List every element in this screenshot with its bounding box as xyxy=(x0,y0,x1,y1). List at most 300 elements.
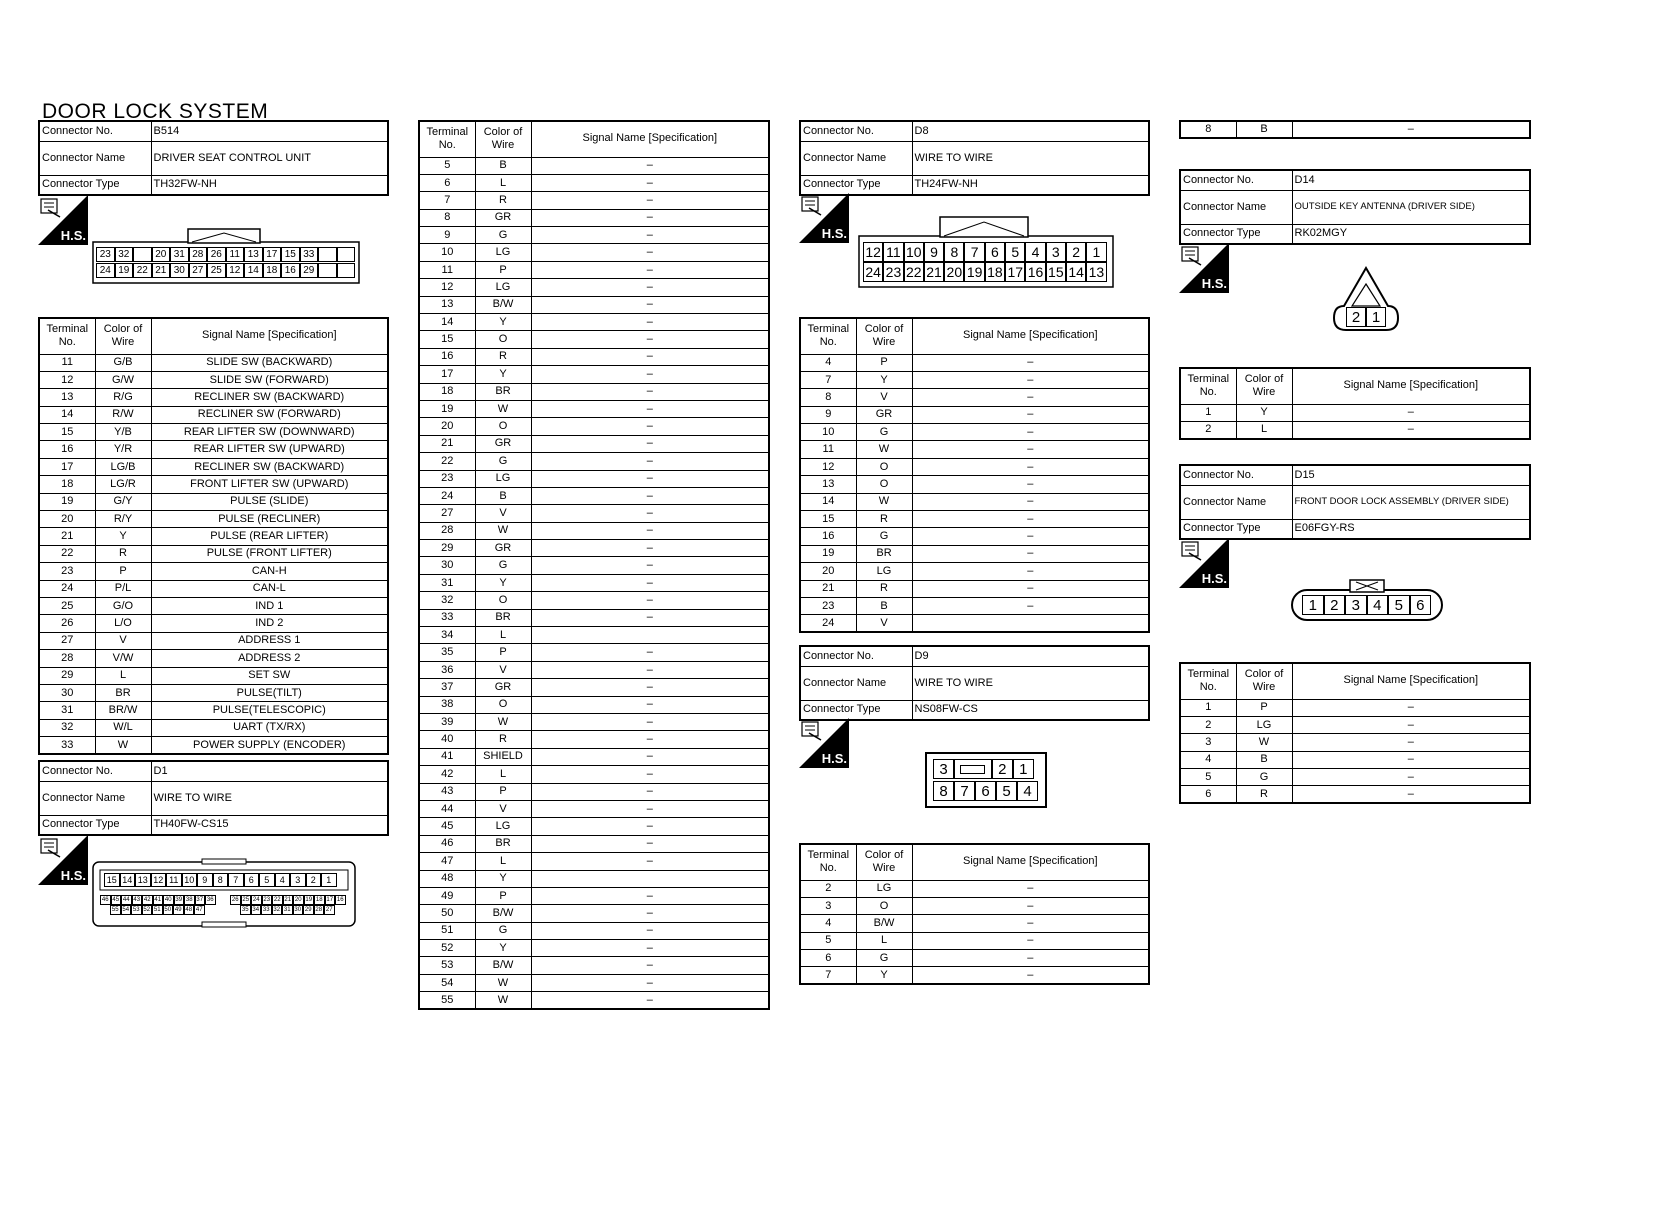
connector-pin: 44 xyxy=(122,897,130,903)
hs-icon xyxy=(1179,538,1229,588)
terminal-no-cell: 48 xyxy=(419,870,475,887)
pin-row-top xyxy=(933,759,1034,779)
terminal-no-cell: 15 xyxy=(39,424,95,441)
wire-color-cell: W xyxy=(475,992,531,1009)
connector-d9-terminal-table xyxy=(799,843,1150,985)
terminal-rows xyxy=(800,880,1149,984)
signal-name-cell: ADDRESS 1 xyxy=(151,632,388,649)
terminal-no-cell: 8 xyxy=(800,389,856,406)
table-row xyxy=(419,853,769,870)
signal-name-cell: – xyxy=(531,644,769,661)
connector-type-value: TH32FW-NH xyxy=(151,175,388,195)
wire-color-cell: G xyxy=(856,424,912,441)
wire-color-cell: L xyxy=(475,853,531,870)
wire-color-cell: LG xyxy=(1236,716,1292,733)
wire-color-cell: W xyxy=(475,714,531,731)
hs-label: H.S. xyxy=(60,868,86,883)
connector-pin: 10 xyxy=(182,873,198,887)
terminal-rows xyxy=(1180,404,1530,439)
connector-pin: 24 xyxy=(863,262,883,282)
connector-pin: 14 xyxy=(1066,262,1086,282)
page-title: DOOR LOCK SYSTEM xyxy=(42,100,269,123)
signal-name-cell: – xyxy=(531,922,769,939)
signal-name-cell: – xyxy=(1292,121,1530,138)
terminal-no-cell: 20 xyxy=(419,418,475,435)
connector-d15-face xyxy=(1290,578,1444,622)
signal-name-cell: – xyxy=(912,880,1149,897)
signal-name-cell: – xyxy=(531,400,769,417)
signal-name-cell: – xyxy=(531,418,769,435)
signal-name-cell: – xyxy=(531,487,769,504)
signal-name-cell: – xyxy=(912,545,1149,562)
wire-color-cell: L xyxy=(475,174,531,191)
terminal-no-cell: 38 xyxy=(419,696,475,713)
signal-name-cell: – xyxy=(531,227,769,244)
terminal-no-cell: 13 xyxy=(800,476,856,493)
terminal-no-cell: 12 xyxy=(39,371,95,388)
table-row xyxy=(800,580,1149,597)
wire-color-cell: V xyxy=(856,389,912,406)
signal-name-cell: – xyxy=(531,940,769,957)
wire-color-cell: B xyxy=(856,597,912,614)
terminal-no-cell: 6 xyxy=(1180,786,1236,803)
signal-name-cell xyxy=(531,870,769,887)
wire-color-cell: W xyxy=(95,737,151,754)
signal-name-cell: PULSE (FRONT LIFTER) xyxy=(151,545,388,562)
connector-pin: 12 xyxy=(151,873,167,887)
table-row xyxy=(800,458,1149,475)
hs-label: H.S. xyxy=(821,751,847,766)
table-row xyxy=(800,476,1149,493)
connector-d15-terminal-table xyxy=(1179,662,1531,804)
terminal-no-cell: 44 xyxy=(419,800,475,817)
connector-pin: 19 xyxy=(115,263,134,278)
header-color-of-wire: Color of Wire xyxy=(95,318,151,354)
connector-pin: 33 xyxy=(262,907,270,913)
connector-pin: 11 xyxy=(166,873,182,887)
table-row xyxy=(419,400,769,417)
table-row xyxy=(800,389,1149,406)
connector-pin: 36 xyxy=(206,897,214,903)
table-row xyxy=(419,366,769,383)
signal-name-cell: – xyxy=(531,592,769,609)
connector-pin xyxy=(337,263,356,278)
connector-pin: 6 xyxy=(975,781,996,801)
table-row xyxy=(419,644,769,661)
table-row xyxy=(419,714,769,731)
connector-pin: 38 xyxy=(185,897,193,903)
wire-color-cell: L xyxy=(475,627,531,644)
signal-name-cell: – xyxy=(912,597,1149,614)
signal-name-cell: – xyxy=(531,661,769,678)
terminal-no-cell: 32 xyxy=(419,592,475,609)
signal-name-cell: – xyxy=(531,679,769,696)
pin-row-top xyxy=(96,247,355,262)
table-row xyxy=(1180,716,1530,733)
connector-pin: 12 xyxy=(863,242,883,262)
hs-label: H.S. xyxy=(1201,571,1227,586)
signal-name-cell: – xyxy=(531,957,769,974)
connector-pin: 9 xyxy=(197,873,213,887)
table-row xyxy=(419,383,769,400)
wire-color-cell: Y/B xyxy=(95,424,151,441)
connector-d1-info xyxy=(38,760,389,836)
table-row xyxy=(1180,699,1530,716)
wire-color-cell: BR xyxy=(475,609,531,626)
wire-color-cell: V/W xyxy=(95,650,151,667)
signal-name-cell: – xyxy=(912,371,1149,388)
table-row xyxy=(419,905,769,922)
connector-pin: 3 xyxy=(1046,242,1066,262)
signal-name-cell: – xyxy=(531,296,769,313)
table-row xyxy=(800,597,1149,614)
wire-color-cell: L xyxy=(475,766,531,783)
connector-pin: 46 xyxy=(101,897,109,903)
connector-pin: 16 xyxy=(281,263,300,278)
terminal-no-cell: 17 xyxy=(39,458,95,475)
connector-pin: 29 xyxy=(300,263,319,278)
connector-pin: 1 xyxy=(321,873,337,887)
signal-name-cell: – xyxy=(531,383,769,400)
table-row xyxy=(800,563,1149,580)
signal-name-cell: – xyxy=(912,950,1149,967)
hs-label: H.S. xyxy=(821,226,847,241)
connector-pin: 2 xyxy=(1346,307,1366,327)
label-connector-name: Connector Name xyxy=(39,141,151,175)
terminal-no-cell: 11 xyxy=(800,441,856,458)
signal-name-cell: ADDRESS 2 xyxy=(151,650,388,667)
label-connector-no: Connector No. xyxy=(800,121,912,141)
signal-name-cell: – xyxy=(912,897,1149,914)
terminal-no-cell: 55 xyxy=(419,992,475,1009)
signal-name-cell: CAN-L xyxy=(151,580,388,597)
wire-color-cell: G xyxy=(475,922,531,939)
terminal-no-cell: 15 xyxy=(419,331,475,348)
connector-pin: 21 xyxy=(284,897,292,903)
connector-pin xyxy=(318,247,337,262)
table-row xyxy=(39,632,388,649)
wire-color-cell: LG xyxy=(856,563,912,580)
signal-name-cell: – xyxy=(531,192,769,209)
terminal-no-cell: 16 xyxy=(800,528,856,545)
connector-pin: 1 xyxy=(1086,242,1106,262)
header-signal-name: Signal Name [Specification] xyxy=(912,844,1149,880)
wire-color-cell: R xyxy=(856,511,912,528)
connector-pin: 5 xyxy=(259,873,275,887)
connector-pin: 6 xyxy=(1410,595,1432,615)
terminal-no-cell: 34 xyxy=(419,627,475,644)
connector-d1-face xyxy=(92,858,356,928)
signal-name-cell: – xyxy=(912,915,1149,932)
connector-type-value: NS08FW-CS xyxy=(912,700,1149,720)
table-row xyxy=(419,940,769,957)
signal-name-cell: – xyxy=(531,835,769,852)
terminal-no-cell: 6 xyxy=(800,950,856,967)
table-row xyxy=(419,696,769,713)
table-row xyxy=(419,974,769,991)
terminal-no-cell: 27 xyxy=(419,505,475,522)
connector-pin: 52 xyxy=(143,907,151,913)
wire-color-cell: LG xyxy=(475,818,531,835)
terminal-no-cell: 43 xyxy=(419,783,475,800)
wire-color-cell: Y xyxy=(475,366,531,383)
wire-color-cell: O xyxy=(475,418,531,435)
wire-color-cell: R xyxy=(95,545,151,562)
table-row xyxy=(419,227,769,244)
connector-pin: 30 xyxy=(170,263,189,278)
signal-name-cell: – xyxy=(531,522,769,539)
signal-name-cell: – xyxy=(912,932,1149,949)
terminal-no-cell: 29 xyxy=(419,540,475,557)
table-row xyxy=(39,528,388,545)
terminal-no-cell: 22 xyxy=(419,453,475,470)
connector-pin: 8 xyxy=(213,873,229,887)
connector-pin: 24 xyxy=(252,897,260,903)
terminal-no-cell: 12 xyxy=(419,279,475,296)
table-row xyxy=(419,540,769,557)
connector-pin: 32 xyxy=(115,247,134,262)
wire-color-cell: W xyxy=(856,493,912,510)
signal-name-cell: CAN-H xyxy=(151,563,388,580)
signal-name-cell: – xyxy=(531,905,769,922)
signal-name-cell: – xyxy=(1292,421,1530,438)
wire-color-cell: W xyxy=(475,522,531,539)
wire-color-cell: L xyxy=(1236,421,1292,438)
terminal-no-cell: 19 xyxy=(39,493,95,510)
wire-color-cell: V xyxy=(475,800,531,817)
table-row xyxy=(419,505,769,522)
table-row xyxy=(419,331,769,348)
table-row xyxy=(419,470,769,487)
table-row xyxy=(39,563,388,580)
terminal-no-cell: 30 xyxy=(419,557,475,574)
wire-color-cell: L xyxy=(95,667,151,684)
connector-pin: 30 xyxy=(294,907,302,913)
connector-pin: 7 xyxy=(228,873,244,887)
wire-color-cell: W xyxy=(475,400,531,417)
signal-name-cell: PULSE (RECLINER) xyxy=(151,511,388,528)
connector-pin: 49 xyxy=(174,907,182,913)
terminal-no-cell: 20 xyxy=(39,511,95,528)
table-row xyxy=(419,818,769,835)
connector-pin: 2 xyxy=(1324,595,1346,615)
signal-name-cell: – xyxy=(912,441,1149,458)
terminal-no-cell: 54 xyxy=(419,974,475,991)
connector-pin: 5 xyxy=(1388,595,1410,615)
wire-color-cell: W xyxy=(475,974,531,991)
terminal-no-cell: 32 xyxy=(39,719,95,736)
signal-name-cell: PULSE(TILT) xyxy=(151,684,388,701)
connector-pin: 4 xyxy=(1367,595,1389,615)
connector-name-value: WIRE TO WIRE xyxy=(151,781,388,815)
header-signal-name: Signal Name [Specification] xyxy=(912,318,1149,354)
signal-name-cell: – xyxy=(531,766,769,783)
connector-pin: 11 xyxy=(226,247,245,262)
signal-name-cell xyxy=(531,627,769,644)
table-row xyxy=(419,870,769,887)
connector-d9-info xyxy=(799,645,1150,721)
terminal-no-cell: 4 xyxy=(800,354,856,371)
wire-color-cell: R xyxy=(475,192,531,209)
wire-color-cell: LG xyxy=(475,470,531,487)
connector-d9-face xyxy=(925,752,1047,808)
wire-color-cell: G xyxy=(1236,769,1292,786)
table-row xyxy=(419,922,769,939)
terminal-no-cell: 52 xyxy=(419,940,475,957)
label-connector-type: Connector Type xyxy=(39,815,151,835)
wire-color-cell: V xyxy=(856,615,912,632)
connector-pin xyxy=(318,263,337,278)
signal-name-cell: REAR LIFTER SW (DOWNWARD) xyxy=(151,424,388,441)
terminal-no-cell: 11 xyxy=(39,354,95,371)
wire-color-cell: Y xyxy=(475,870,531,887)
connector-pin: 50 xyxy=(164,907,172,913)
terminal-no-cell: 21 xyxy=(419,435,475,452)
terminal-no-cell: 3 xyxy=(1180,734,1236,751)
connector-pin: 3 xyxy=(933,759,954,779)
terminal-no-cell: 29 xyxy=(39,667,95,684)
table-row xyxy=(419,609,769,626)
connector-pin: 23 xyxy=(96,247,115,262)
terminal-no-cell: 12 xyxy=(800,458,856,475)
header-signal-name: Signal Name [Specification] xyxy=(1292,663,1530,699)
hs-icon xyxy=(799,193,849,243)
connector-pin: 7 xyxy=(954,781,975,801)
connector-pin: 40 xyxy=(164,897,172,903)
connector-pin xyxy=(337,247,356,262)
terminal-no-cell: 24 xyxy=(800,615,856,632)
signal-name-cell: – xyxy=(912,424,1149,441)
pin-row-mid-right xyxy=(230,895,346,905)
connector-pin: 41 xyxy=(154,897,162,903)
connector-d8-info xyxy=(799,120,1150,196)
hs-label: H.S. xyxy=(60,228,86,243)
signal-name-cell: – xyxy=(912,493,1149,510)
wire-color-cell: GR xyxy=(475,209,531,226)
connector-type-value: RK02MGY xyxy=(1292,224,1530,244)
header-signal-name: Signal Name [Specification] xyxy=(531,121,769,157)
table-row xyxy=(419,957,769,974)
wire-color-cell: Y/R xyxy=(95,441,151,458)
signal-name-cell: – xyxy=(531,992,769,1009)
signal-name-cell: – xyxy=(531,279,769,296)
terminal-no-cell: 30 xyxy=(39,684,95,701)
terminal-no-cell: 6 xyxy=(419,174,475,191)
wire-color-cell: W/L xyxy=(95,719,151,736)
table-row xyxy=(419,174,769,191)
wire-color-cell: GR xyxy=(475,540,531,557)
pin-row-top xyxy=(863,242,1107,262)
wire-color-cell: R/Y xyxy=(95,511,151,528)
pin-row xyxy=(1346,307,1386,327)
pin-row-bottom xyxy=(96,263,355,278)
connector-pin: 22 xyxy=(273,897,281,903)
table-row xyxy=(419,557,769,574)
connector-pin: 6 xyxy=(985,242,1005,262)
connector-no-value: D15 xyxy=(1292,465,1530,485)
hs-icon xyxy=(1179,243,1229,293)
pin-row-top xyxy=(104,873,337,887)
wire-color-cell: B/W xyxy=(475,905,531,922)
wire-color-cell: P/L xyxy=(95,580,151,597)
connector-pin: 51 xyxy=(153,907,161,913)
wire-color-cell: R xyxy=(856,580,912,597)
terminal-no-cell: 47 xyxy=(419,853,475,870)
connector-pin: 7 xyxy=(964,242,984,262)
table-row xyxy=(39,371,388,388)
connector-pin: 28 xyxy=(189,247,208,262)
wire-color-cell: B/W xyxy=(856,915,912,932)
connector-d8-face xyxy=(858,216,1114,288)
connector-pin: 4 xyxy=(1025,242,1045,262)
signal-name-cell: SLIDE SW (FORWARD) xyxy=(151,371,388,388)
terminal-rows xyxy=(1180,699,1530,803)
connector-d14-terminal-table xyxy=(1179,367,1531,440)
signal-name-cell: IND 1 xyxy=(151,597,388,614)
terminal-no-cell: 23 xyxy=(39,563,95,580)
connector-pin: 3 xyxy=(290,873,306,887)
terminal-no-cell: 33 xyxy=(39,737,95,754)
wire-color-cell: GR xyxy=(475,435,531,452)
wire-color-cell: LG xyxy=(856,880,912,897)
header-signal-name: Signal Name [Specification] xyxy=(151,318,388,354)
label-connector-name: Connector Name xyxy=(1180,485,1292,519)
signal-name-cell: SET SW xyxy=(151,667,388,684)
wire-color-cell: Y xyxy=(95,528,151,545)
terminal-no-cell: 24 xyxy=(39,580,95,597)
wire-color-cell: LG/R xyxy=(95,476,151,493)
connector-pin: 12 xyxy=(226,263,245,278)
connector-pin xyxy=(133,247,152,262)
terminal-no-cell: 45 xyxy=(419,818,475,835)
label-connector-no: Connector No. xyxy=(39,761,151,781)
wire-color-cell: BR xyxy=(95,684,151,701)
signal-name-cell: – xyxy=(912,406,1149,423)
connector-pin: 22 xyxy=(904,262,924,282)
terminal-no-cell: 16 xyxy=(419,348,475,365)
wire-color-cell: Y xyxy=(1236,404,1292,421)
connector-pin: 11 xyxy=(883,242,903,262)
terminal-no-cell: 14 xyxy=(39,406,95,423)
connector-pin: 23 xyxy=(263,897,271,903)
signal-name-cell: – xyxy=(912,511,1149,528)
connector-d14-info xyxy=(1179,169,1531,245)
connector-pin: 13 xyxy=(135,873,151,887)
connector-pin: 55 xyxy=(111,907,119,913)
wire-color-cell: BR xyxy=(856,545,912,562)
terminal-no-cell: 9 xyxy=(800,406,856,423)
terminal-no-cell: 13 xyxy=(419,296,475,313)
label-connector-type: Connector Type xyxy=(800,175,912,195)
terminal-no-cell: 8 xyxy=(419,209,475,226)
table-row xyxy=(39,458,388,475)
table-row xyxy=(419,279,769,296)
table-row xyxy=(800,371,1149,388)
connector-name-value: WIRE TO WIRE xyxy=(912,141,1149,175)
terminal-rows xyxy=(800,354,1149,632)
wire-color-cell: P xyxy=(475,261,531,278)
terminal-no-cell: 2 xyxy=(1180,716,1236,733)
connector-pin: 25 xyxy=(242,897,250,903)
terminal-no-cell: 49 xyxy=(419,887,475,904)
wire-color-cell: G xyxy=(475,557,531,574)
table-row xyxy=(419,296,769,313)
table-row xyxy=(1180,734,1530,751)
terminal-no-cell: 40 xyxy=(419,731,475,748)
table-row xyxy=(419,418,769,435)
terminal-no-cell: 15 xyxy=(800,511,856,528)
signal-name-cell: – xyxy=(531,853,769,870)
